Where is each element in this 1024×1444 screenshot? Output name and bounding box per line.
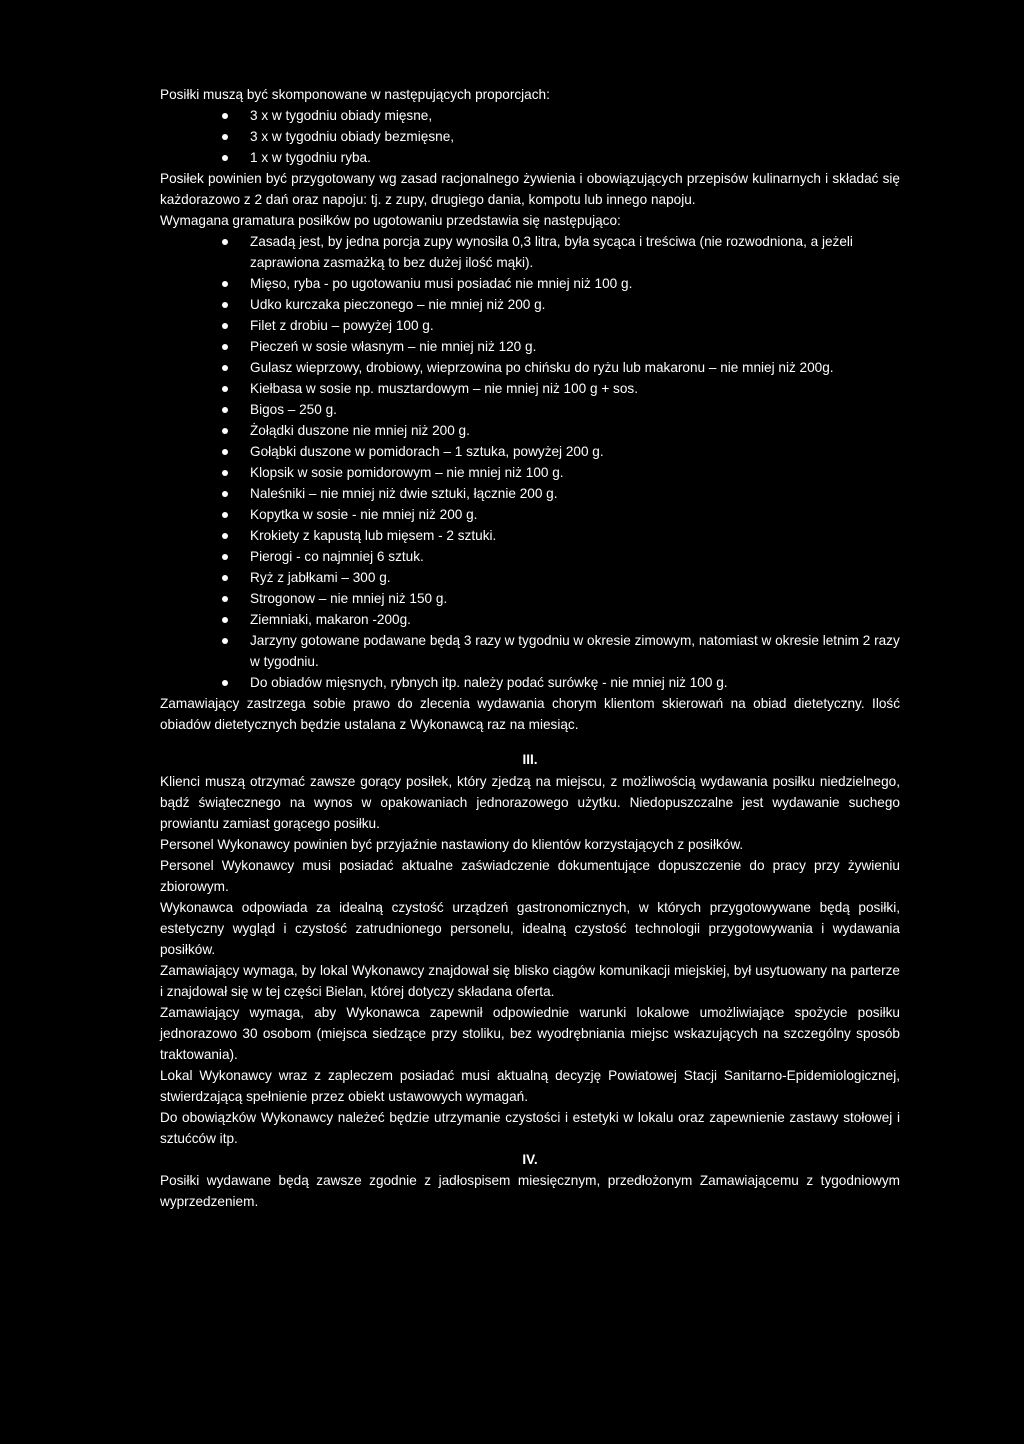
list-item: Gołąbki duszone w pomidorach – 1 sztuka, powyżej 200 g.: [160, 441, 900, 462]
document-page: [160, 84, 900, 1212]
list-item: Klopsik w sosie pomidorowym – nie mniej niż 100 g.: [160, 462, 900, 483]
section3-paragraph: Wykonawca odpowiada za idealną czystość urządzeń gastronomicznych, w których przygotowywane będą posiłki, estetyczny wygląd i czystość zatrudnionego personelu, idealną czystość technologii przygotowywania i wydawania posiłków.: [160, 900, 900, 957]
section3-paragraph: Personel Wykonawcy powinien być przyjaźnie nastawiony do klientów korzystających z posiłków.: [160, 837, 744, 852]
bullet-icon: [222, 491, 228, 497]
list-item: Mięso, ryba - po ugotowaniu musi posiadać nie mniej niż 100 g.: [160, 273, 900, 294]
bullet-icon: [222, 155, 228, 161]
section3-paragraph: Personel Wykonawcy musi posiadać aktualne zaświadczenie dokumentujące dopuszczenie do pracy przy żywieniu zbiorowym.: [160, 858, 900, 894]
list-item: Krokiety z kapustą lub mięsem - 2 sztuki.: [160, 525, 900, 546]
section3-paragraph: Zamawiający wymaga, aby Wykonawca zapewnił odpowiednie warunki lokalowe umożliwiające spożycie posiłku jednorazowo 30 osobom (miejsca siedzące przy stoliku, bez wyodrębniania miejsc wskazujących na szczególny sposób traktowania).: [160, 1005, 900, 1062]
bullet-icon: [222, 134, 228, 140]
bullet-icon: [222, 407, 228, 413]
bullet-icon: [222, 239, 228, 245]
list-item: Bigos – 250 g.: [160, 399, 900, 420]
bullet-icon: [222, 680, 228, 686]
meal-composition: Posiłek powinien być przygotowany wg zasad racjonalnego żywienia i obowiązujących przepisów kulinarnych i składać się każdorazowo z 2 dań oraz napoju: tj. z zupy, drugiego dania, kompotu lub innego napoju.: [160, 171, 900, 207]
bullet-icon: [222, 449, 228, 455]
section4-paragraph: Posiłki wydawane będą zawsze zgodnie z jadłospisem miesięcznym, przedłożonym Zamawiającemu z tygodniowym wyprzedzeniem.: [160, 1173, 900, 1209]
list-item: Kiełbasa w sosie np. musztardowym – nie mniej niż 100 g + sos.: [160, 378, 900, 399]
bullet-icon: [222, 470, 228, 476]
section3-paragraph: Klienci muszą otrzymać zawsze gorący posiłek, który zjedzą na miejscu, z możliwością wydawania posiłku niedzielnego, bądź świątecznego na wynos w opakowaniach jednorazowego użytku. Niedopuszczalne jest wydawanie suchego prowiantu zamiast gorącego posiłku.: [160, 774, 900, 831]
bullet-icon: [222, 344, 228, 350]
weights-intro: Wymagana gramatura posiłków po ugotowaniu przedstawia się następująco:: [160, 213, 621, 228]
list-item: Pierogi - co najmniej 6 sztuk.: [160, 546, 900, 567]
section3-paragraph: Zamawiający wymaga, by lokal Wykonawcy znajdował się blisko ciągów komunikacji miejskiej, był usytuowany na parterze i znajdował się w tej części Bielan, której dotyczy składana oferta.: [160, 963, 900, 999]
proportions-intro: Posiłki muszą być skomponowane w następujących proporcjach:: [160, 87, 550, 102]
list-item: Żołądki duszone nie mniej niż 200 g.: [160, 420, 900, 441]
list-item: 1 x w tygodniu ryba.: [160, 147, 900, 168]
list-item: Kopytka w sosie - nie mniej niż 200 g.: [160, 504, 900, 525]
bullet-icon: [222, 617, 228, 623]
list-item: Ziemniaki, makaron -200g.: [160, 609, 900, 630]
bullet-icon: [222, 113, 228, 119]
bullet-icon: [222, 365, 228, 371]
list-item: Zasadą jest, by jedna porcja zupy wynosiła 0,3 litra, była sycąca i treściwa (nie rozwodniona, a jeżeli zaprawiona zasmażką to bez dużej ilość mąki).: [160, 231, 900, 273]
list-item: Gulasz wieprzowy, drobiowy, wieprzowina po chińsku do ryżu lub makaronu – nie mniej niż 200g.: [160, 357, 900, 378]
list-item: 3 x w tygodniu obiady bezmięsne,: [160, 126, 900, 147]
bullet-icon: [222, 281, 228, 287]
list-item: Do obiadów mięsnych, rybnych itp. należy podać surówkę - nie mniej niż 100 g.: [160, 672, 900, 693]
bullet-icon: [222, 638, 228, 644]
proportions-list: [160, 105, 900, 168]
bullet-icon: [222, 386, 228, 392]
list-item: Ryż z jabłkami – 300 g.: [160, 567, 900, 588]
list-item: Jarzyny gotowane podawane będą 3 razy w tygodniu w okresie zimowym, natomiast w okresie letnim 2 razy w tygodniu.: [160, 630, 900, 672]
bullet-icon: [222, 533, 228, 539]
bullet-icon: [222, 575, 228, 581]
bullet-icon: [222, 596, 228, 602]
section-heading-iii: III.: [522, 752, 538, 767]
diet-note: Zamawiający zastrzega sobie prawo do zlecenia wydawania chorym klientom skierowań na obiad dietetyczny. Ilość obiadów dietetycznych będzie ustalana z Wykonawcą raz na miesiąc.: [160, 696, 900, 732]
list-item: 3 x w tygodniu obiady mięsne,: [160, 105, 900, 126]
list-item: Pieczeń w sosie własnym – nie mniej niż 120 g.: [160, 336, 900, 357]
bullet-icon: [222, 302, 228, 308]
bullet-icon: [222, 554, 228, 560]
weights-list: [160, 231, 900, 693]
section3-paragraph: Lokal Wykonawcy wraz z zapleczem posiadać musi aktualną decyzję Powiatowej Stacji Sanitarno-Epidemiologicznej, stwierdzającą spełnienie przez obiekt ustawowych wymagań.: [160, 1068, 900, 1104]
section-heading-iv: IV.: [522, 1152, 538, 1167]
list-item: Naleśniki – nie mniej niż dwie sztuki, łącznie 200 g.: [160, 483, 900, 504]
bullet-icon: [222, 512, 228, 518]
list-item: Strogonow – nie mniej niż 150 g.: [160, 588, 900, 609]
bullet-icon: [222, 323, 228, 329]
list-item: Udko kurczaka pieczonego – nie mniej niż 200 g.: [160, 294, 900, 315]
bullet-icon: [222, 428, 228, 434]
list-item: Filet z drobiu – powyżej 100 g.: [160, 315, 900, 336]
section3-paragraph: Do obowiązków Wykonawcy należeć będzie utrzymanie czystości i estetyki w lokalu oraz zapewnienie zastawy stołowej i sztućców itp.: [160, 1110, 900, 1146]
